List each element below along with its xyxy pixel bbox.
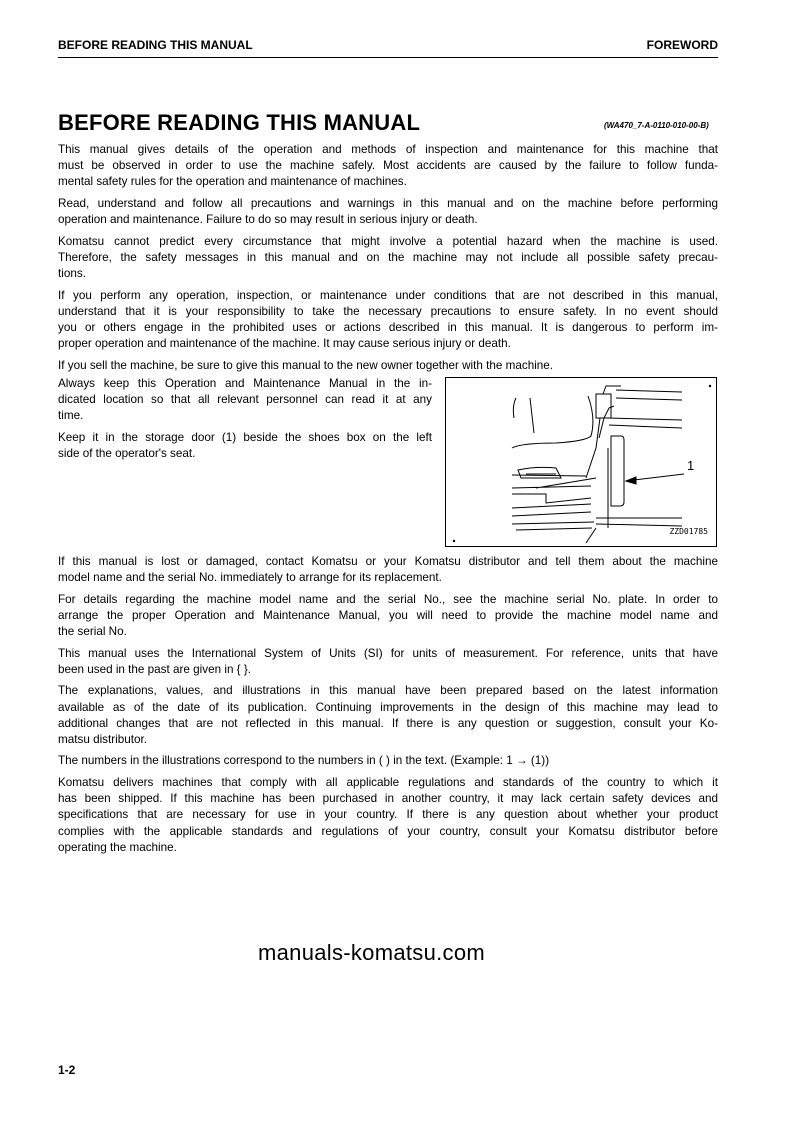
paragraph-line: operating the machine. [58, 840, 177, 854]
paragraph-line: dicated location so that all relevant personnel can read it at any [58, 393, 432, 407]
paragraph-line: This manual uses the International System of Units (SI) for units of measurement. For reference, units that have [58, 646, 718, 660]
paragraph-line: This manual gives details of the operation and methods of inspection and maintenance for this machine that [58, 143, 718, 156]
header-section-title: BEFORE READING THIS MANUAL [58, 38, 253, 52]
paragraph [58, 592, 718, 641]
paragraph-line: you or others engage in the prohibited uses or actions described in this manual. It is dangerous to perform im- [58, 320, 718, 334]
paragraph [58, 358, 718, 374]
paragraph [58, 376, 432, 425]
paragraph-line: The explanations, values, and illustrations in this manual have been prepared based on the latest information [58, 684, 718, 698]
paragraph-line: The numbers in the illustrations correspond to the numbers in ( ) in the text. (Example: 1 → (1)) [58, 754, 550, 768]
paragraph-line: Keep it in the storage door (1) beside the shoes box on the left [58, 430, 432, 444]
paragraph-line: the serial No. [58, 625, 127, 639]
header-chapter: FOREWORD [646, 38, 718, 52]
paragraph [58, 288, 718, 353]
paragraph [58, 196, 718, 228]
paragraph [58, 430, 432, 462]
paragraph-line: Read, understand and follow all precautions and warnings in this manual and on the machine before performing [58, 196, 718, 210]
running-header [58, 38, 718, 52]
paragraph-line: If you perform any operation, inspection, or maintenance under conditions that are not described in this manual, [58, 288, 718, 302]
paragraph-line: Therefore, the safety messages in this manual and on the machine may not include all possible safety precau- [58, 250, 718, 264]
paragraph-line: Komatsu delivers machines that comply with all applicable regulations and standards of the country to which it [58, 775, 718, 789]
paragraph-line: Always keep this Operation and Maintenance Manual in the in- [58, 377, 432, 390]
header-rule [58, 57, 718, 58]
paragraph-line: matsu distributor. [58, 732, 147, 746]
paragraph-line: tions. [58, 267, 86, 280]
paragraph-line: side of the operator's seat. [58, 447, 196, 461]
paragraph [58, 753, 718, 769]
paragraph-line: complies with the applicable standards and regulations of your country, consult your Komatsu distributor before [58, 824, 718, 838]
paragraph-line: If this manual is lost or damaged, contact Komatsu or your Komatsu distributor and tell them about the machine [58, 555, 718, 568]
seat-storage-illustration [446, 378, 718, 548]
paragraph-line: understand that it is your responsibility to take the necessary precautions to ensure safety. In no event should [58, 304, 718, 318]
paragraph-line: available as of the date of its publication. Continuing improvements in the design of this machine may lead to [58, 700, 718, 714]
paragraph-line: specifications that are necessary for use in your country. If there is any question about whether your product [58, 808, 718, 822]
paragraph-line: time. [58, 409, 84, 423]
paragraph-line: additional changes that are not reflected in this manual. If there is any question or suggestion, consult your Ko- [58, 716, 718, 730]
figure-callout-1: 1 [687, 458, 695, 473]
document-code: (WA470_7-A-0110-010-00-B) [604, 121, 709, 130]
paragraph-line: has been shipped. If this machine has been purchased in another country, it may lack certain safety devices and [58, 792, 718, 806]
paragraph-line: model name and the serial No. immediately to arrange for its replacement. [58, 571, 442, 585]
paragraph [58, 775, 718, 856]
paragraph-line: mental safety rules for the operation and maintenance of machines. [58, 175, 407, 189]
storage-location-figure [445, 377, 717, 547]
paragraph-line: been used in the past are given in { }. [58, 662, 251, 676]
page-title: BEFORE READING THIS MANUAL [58, 110, 421, 135]
paragraph-line: operation and maintenance. Failure to do so may result in serious injury or death. [58, 213, 478, 227]
paragraph [58, 683, 718, 748]
figure-code: ZZD01785 [669, 527, 708, 536]
paragraph [58, 142, 718, 191]
paragraph [58, 234, 718, 283]
paragraph-line: If you sell the machine, be sure to give this manual to the new owner together with the machine. [58, 358, 554, 372]
paragraph [58, 646, 718, 678]
page-number: 1-2 [58, 1063, 76, 1077]
paragraph-line: Komatsu cannot predict every circumstance that might involve a potential hazard when the machine is used. [58, 234, 718, 248]
watermark: manuals-komatsu.com [258, 940, 485, 965]
paragraph-line: For details regarding the machine model name and the serial No., see the machine serial No. plate. In order to [58, 592, 718, 606]
paragraph-line: must be observed in order to use the machine safely. Most accidents are caused by the failure to follow funda- [58, 159, 718, 173]
paragraph-line: arrange the proper Operation and Maintenance Manual, you will need to provide the machine model name and [58, 608, 718, 622]
paragraph [58, 554, 718, 586]
paragraph-line: proper operation and maintenance of the machine. It may cause serious injury or death. [58, 337, 511, 351]
